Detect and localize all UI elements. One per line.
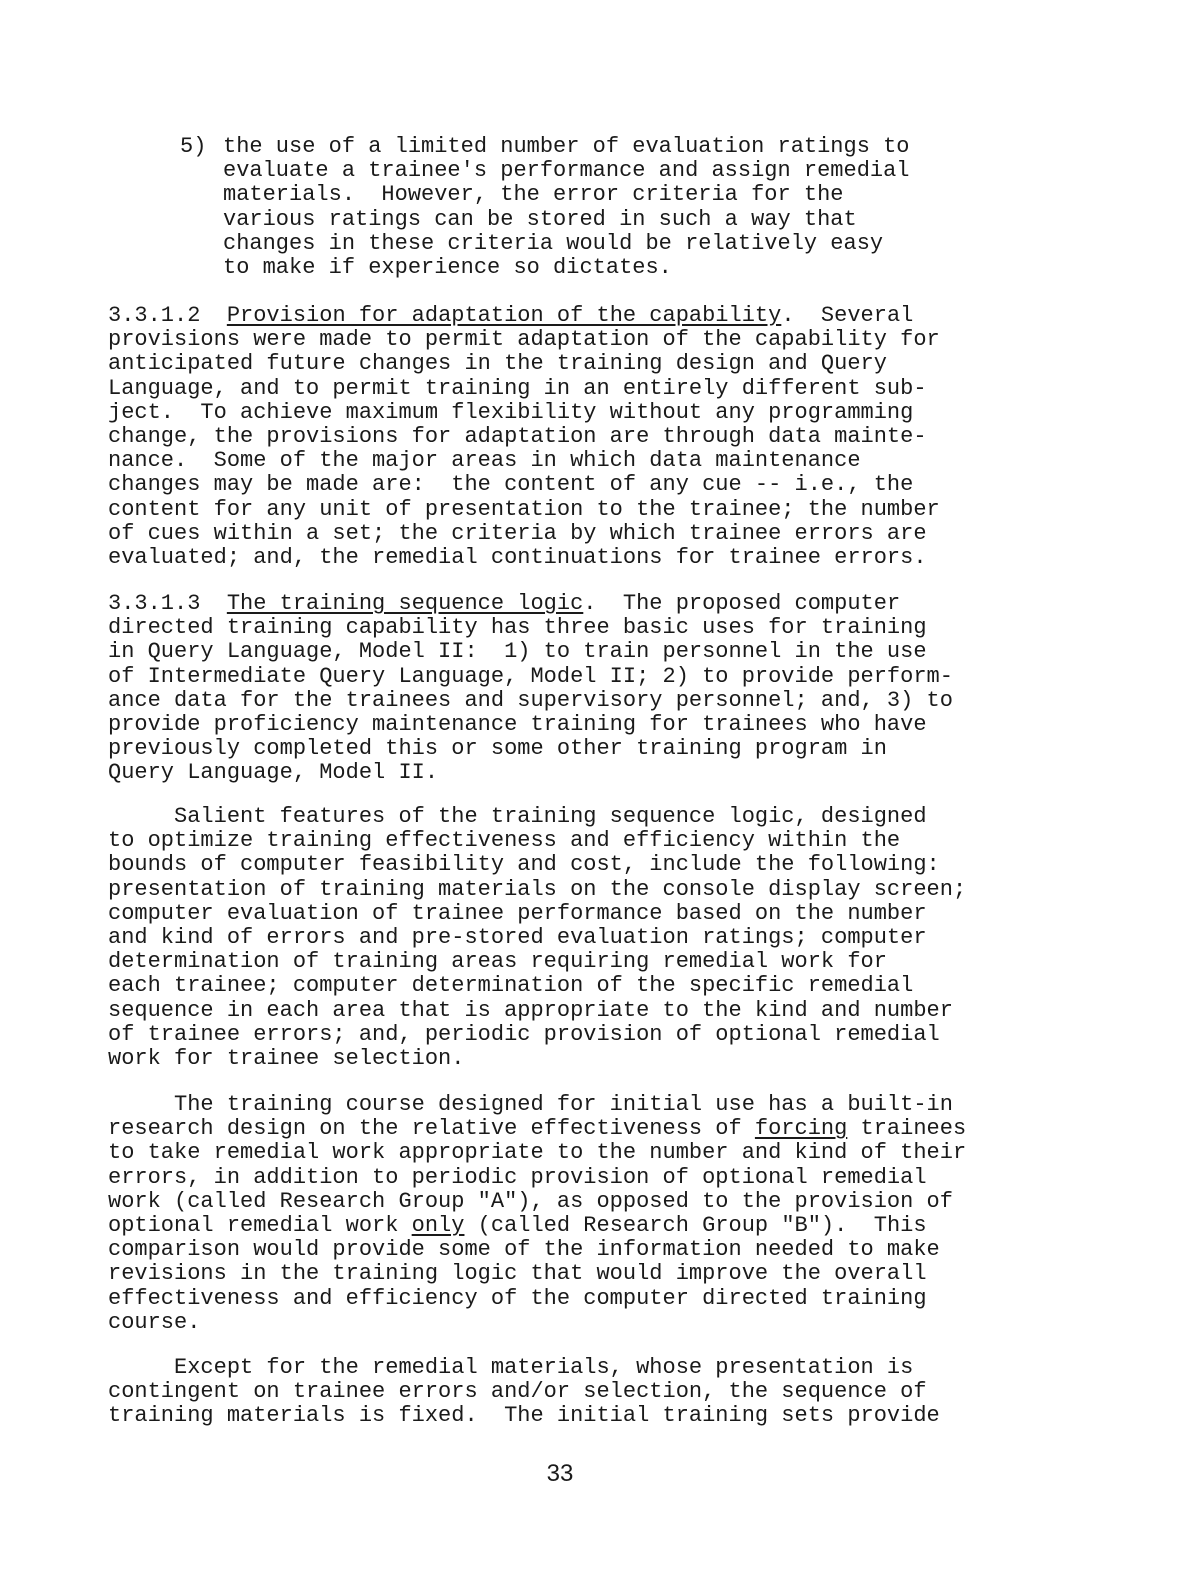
- text-line: anticipated future changes in the training design and Query: [108, 351, 887, 377]
- text-line: work (called Research Group "A"), as opposed to the provision of: [108, 1188, 953, 1214]
- text-line: Except for the remedial materials, whose presentation is: [108, 1355, 914, 1380]
- text-line: provide proficiency maintenance training for trainees who have: [108, 711, 927, 737]
- page-number: 33: [546, 1460, 574, 1487]
- text-line: training materials is fixed. The initial training sets provide: [108, 1403, 940, 1429]
- text-line: presentation of training materials on the console display screen;: [108, 876, 967, 902]
- underlined-word: forcing: [754, 1116, 848, 1142]
- text-line: previously completed this or some other training program in: [108, 736, 887, 762]
- text-fragment: (called Research Group "B"). This: [464, 1212, 927, 1238]
- section-3-3-1-2: [108, 304, 940, 570]
- text-line: Language, and to permit training in an entirely different sub-: [108, 375, 927, 401]
- text-line: directed training capability has three basic uses for training: [108, 615, 927, 641]
- underlined-word: only: [411, 1212, 465, 1238]
- text-fragment: research design on the relative effectiveness of: [108, 1116, 755, 1142]
- text-line: of cues within a set; the criteria by which trainee errors are: [108, 520, 927, 546]
- text-line: [108, 1214, 966, 1238]
- text-fragment: . Several: [781, 303, 914, 328]
- text-line: sequence in each area that is appropriate to the kind and number: [108, 997, 953, 1023]
- text-line: and kind of errors and pre-stored evaluation ratings; computer: [108, 924, 927, 950]
- text-line: revisions in the training logic that would improve the overall: [108, 1261, 927, 1287]
- text-line: course.: [108, 1309, 201, 1335]
- text-line: in Query Language, Model II: 1) to train personnel in the use: [108, 639, 927, 665]
- text-line: content for any unit of presentation to the trainee; the number: [108, 496, 940, 522]
- section-number: 3.3.1.3: [108, 591, 201, 616]
- section-heading: The training sequence logic: [226, 591, 584, 616]
- text-line: change, the provisions for adaptation are through data mainte-: [108, 423, 927, 449]
- text-fragment: trainees: [847, 1116, 967, 1142]
- text-line: determination of training areas requiring remedial work for: [108, 949, 887, 975]
- section-heading-line: [108, 304, 940, 328]
- text-fragment: . The proposed computer: [583, 591, 901, 616]
- text-line: work for trainee selection.: [108, 1045, 465, 1071]
- text-line: errors, in addition to periodic provision of optional remedial: [108, 1164, 927, 1190]
- text-line: to optimize training effectiveness and efficiency within the: [108, 828, 901, 854]
- text-line: changes may be made are: the content of any cue -- i.e., the: [108, 472, 914, 498]
- paragraph-except: [108, 1356, 940, 1429]
- text-line: various ratings can be stored in such a way that: [223, 206, 857, 232]
- text-line: each trainee; computer determination of the specific remedial: [108, 973, 914, 999]
- text-line: to make if experience so dictates.: [223, 254, 672, 280]
- text-line: to take remedial work appropriate to the number and kind of their: [108, 1140, 967, 1166]
- list-item-number: 5): [180, 134, 207, 159]
- text-line: computer evaluation of trainee performance based on the number: [108, 900, 927, 926]
- paragraph-training-course: [108, 1093, 966, 1335]
- text-line: nance. Some of the major areas in which data maintenance: [108, 448, 861, 474]
- text-line: evaluate a trainee's performance and assign remedial: [223, 158, 910, 184]
- text-line: of Intermediate Query Language, Model II; 2) to provide perform-: [108, 663, 953, 689]
- text-line: materials. However, the error criteria for the: [223, 182, 844, 208]
- text-line: provisions were made to permit adaptation of the capability for: [108, 327, 940, 353]
- text-line: evaluated; and, the remedial continuations for trainee errors.: [108, 544, 927, 570]
- text-line: contingent on trainee errors and/or selection, the sequence of: [108, 1379, 927, 1405]
- text-line: ject. To achieve maximum flexibility without any programming: [108, 399, 914, 425]
- section-3-3-1-3: [108, 592, 953, 786]
- text-line: changes in these criteria would be relatively easy: [223, 230, 884, 256]
- section-heading: Provision for adaptation of the capability: [226, 303, 782, 328]
- text-line: comparison would provide some of the information needed to make: [108, 1237, 940, 1263]
- text-line: bounds of computer feasibility and cost, include the following:: [108, 852, 940, 878]
- text-line: effectiveness and efficiency of the computer directed training: [108, 1285, 927, 1311]
- paragraph-salient-features: [108, 805, 966, 1071]
- section-number: 3.3.1.2: [108, 303, 201, 328]
- text-line: The training course designed for initial use has a built-in: [108, 1092, 953, 1117]
- text-line: the use of a limited number of evaluation ratings to: [223, 134, 910, 159]
- section-heading-line: [108, 592, 953, 616]
- text-line: Query Language, Model II.: [108, 760, 439, 786]
- text-line: of trainee errors; and, periodic provision of optional remedial: [108, 1021, 940, 1047]
- list-item-body: [223, 135, 910, 280]
- text-fragment: optional remedial work: [108, 1212, 412, 1238]
- text-line: ance data for the trainees and supervisory personnel; and, 3) to: [108, 687, 953, 713]
- text-line: Salient features of the training sequence logic, designed: [108, 804, 927, 829]
- text-line: [108, 1117, 966, 1141]
